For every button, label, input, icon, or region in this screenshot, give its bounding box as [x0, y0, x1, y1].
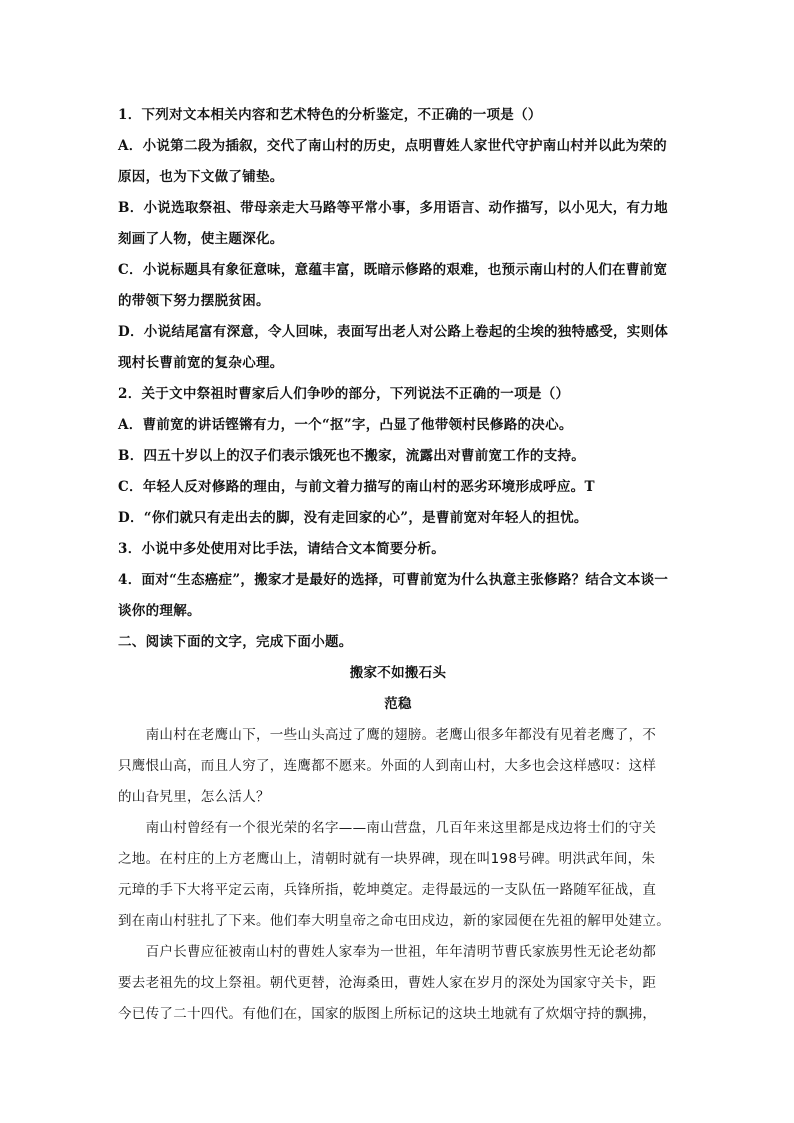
passage-line: 元璋的手下大将平定云南，兵锋所指，乾坤奠定。走得最远的一支队伍一路随军征战，直	[118, 882, 657, 898]
passage-line: 到在南山村驻扎了下来。他们奉大明皇帝之命屯田戍边，新的家园便在先祖的解甲处建立。	[118, 913, 670, 929]
q1-option-a-line2: 原因，也为下文做了铺垫。	[118, 169, 284, 185]
question-2: 2．关于文中祭祖时曹家后人们争吵的部分，下列说法不正确的一项是（）	[118, 386, 570, 402]
question-3: 3．小说中多处使用对比手法，请结合文本简要分析。	[118, 541, 446, 557]
q2-option-b: B．四五十岁以上的汉子们表示饿死也不搬家，流露出对曹前宽工作的支持。	[118, 448, 586, 464]
passage-line: 的山旮旯里，怎么活人？	[118, 789, 270, 805]
passage-block	[118, 658, 678, 1061]
passage-line: 要去老祖先的坟上祭祖。朝代更替，沧海桑田，曹姓人家在岁月的深处为国家守关卡，距	[118, 975, 657, 991]
q2-option-a: A．曹前宽的讲话铿锵有力，一个“抠”字，凸显了他带领村民修路的决心。	[118, 417, 573, 433]
question-block	[118, 100, 678, 658]
q1-option-b-line1: B．小说选取祭祖、带母亲走大马路等平常小事，多用语言、动作描写，以小见大，有力地	[118, 200, 668, 216]
q2-option-d: D．“你们就只有走出去的脚，没有走回家的心”，是曹前宽对年轻人的担忧。	[118, 510, 588, 526]
passage-line	[118, 1030, 678, 1061]
q1-option-d-line2: 现村长曹前宽的复杂心理。	[118, 355, 284, 371]
question-1: 1．下列对文本相关内容和艺术特色的分析鉴定，不正确的一项是（）	[118, 107, 542, 123]
passage-line: 今已传了二十四代。有他们在，国家的版图上所标记的这块土地就有了炊烟守持的飘拂，	[118, 1006, 657, 1022]
passage-line: 百户长曹应征被南山村的曹姓人家奉为一世祖，年年清明节曹氏家族男性无论老幼都	[118, 944, 657, 960]
q1-option-a-line1: A．小说第二段为插叙，交代了南山村的历史，点明曹姓人家世代守护南山村并以此为荣的	[118, 138, 667, 154]
section-heading: 二、阅读下面的文字，完成下面小题。	[118, 634, 353, 650]
passage-author: 范稳	[384, 696, 412, 712]
question-4-line2: 谈你的理解。	[118, 603, 201, 619]
q1-option-c-line2: 的带领下努力摆脱贫困。	[118, 293, 270, 309]
passage-line: 南山村曾经有一个很光荣的名字——南山营盘，几百年来这里都是戍边将士们的守关	[118, 820, 657, 836]
passage-line: 之地。在村庄的上方老鹰山上，清朝时就有一块界碑，现在叫198号碑。明洪武年间，朱	[118, 851, 656, 867]
passage-line: 只鹰恨山高，而且人穷了，连鹰都不愿来。外面的人到南山村，大多也会这样感叹：这样	[118, 758, 657, 774]
passage-title: 搬家不如搬石头	[349, 665, 447, 681]
q1-option-c-line1: C．小说标题具有象征意味，意蕴丰富，既暗示修路的艰难，也预示南山村的人们在曹前宽	[118, 262, 668, 278]
q1-option-d-line1: D．小说结尾富有深意，令人回味，表面写出老人对公路上卷起的尘埃的独特感受，实则体	[118, 324, 669, 340]
q2-option-c: C．年轻人反对修路的理由，与前文着力描写的南山村的恶劣环境形成呼应。T	[118, 479, 595, 495]
question-4-line1: 4．面对“生态癌症”，搬家才是最好的选择，可曹前宽为什么执意主张修路？结合文本谈一	[118, 572, 669, 588]
q1-option-b-line2: 刻画了人物，使主题深化。	[118, 231, 284, 247]
passage-line: 南山村在老鹰山下，一些山头高过了鹰的翅膀。老鹰山很多年都没有见着老鹰了，不	[118, 727, 657, 743]
